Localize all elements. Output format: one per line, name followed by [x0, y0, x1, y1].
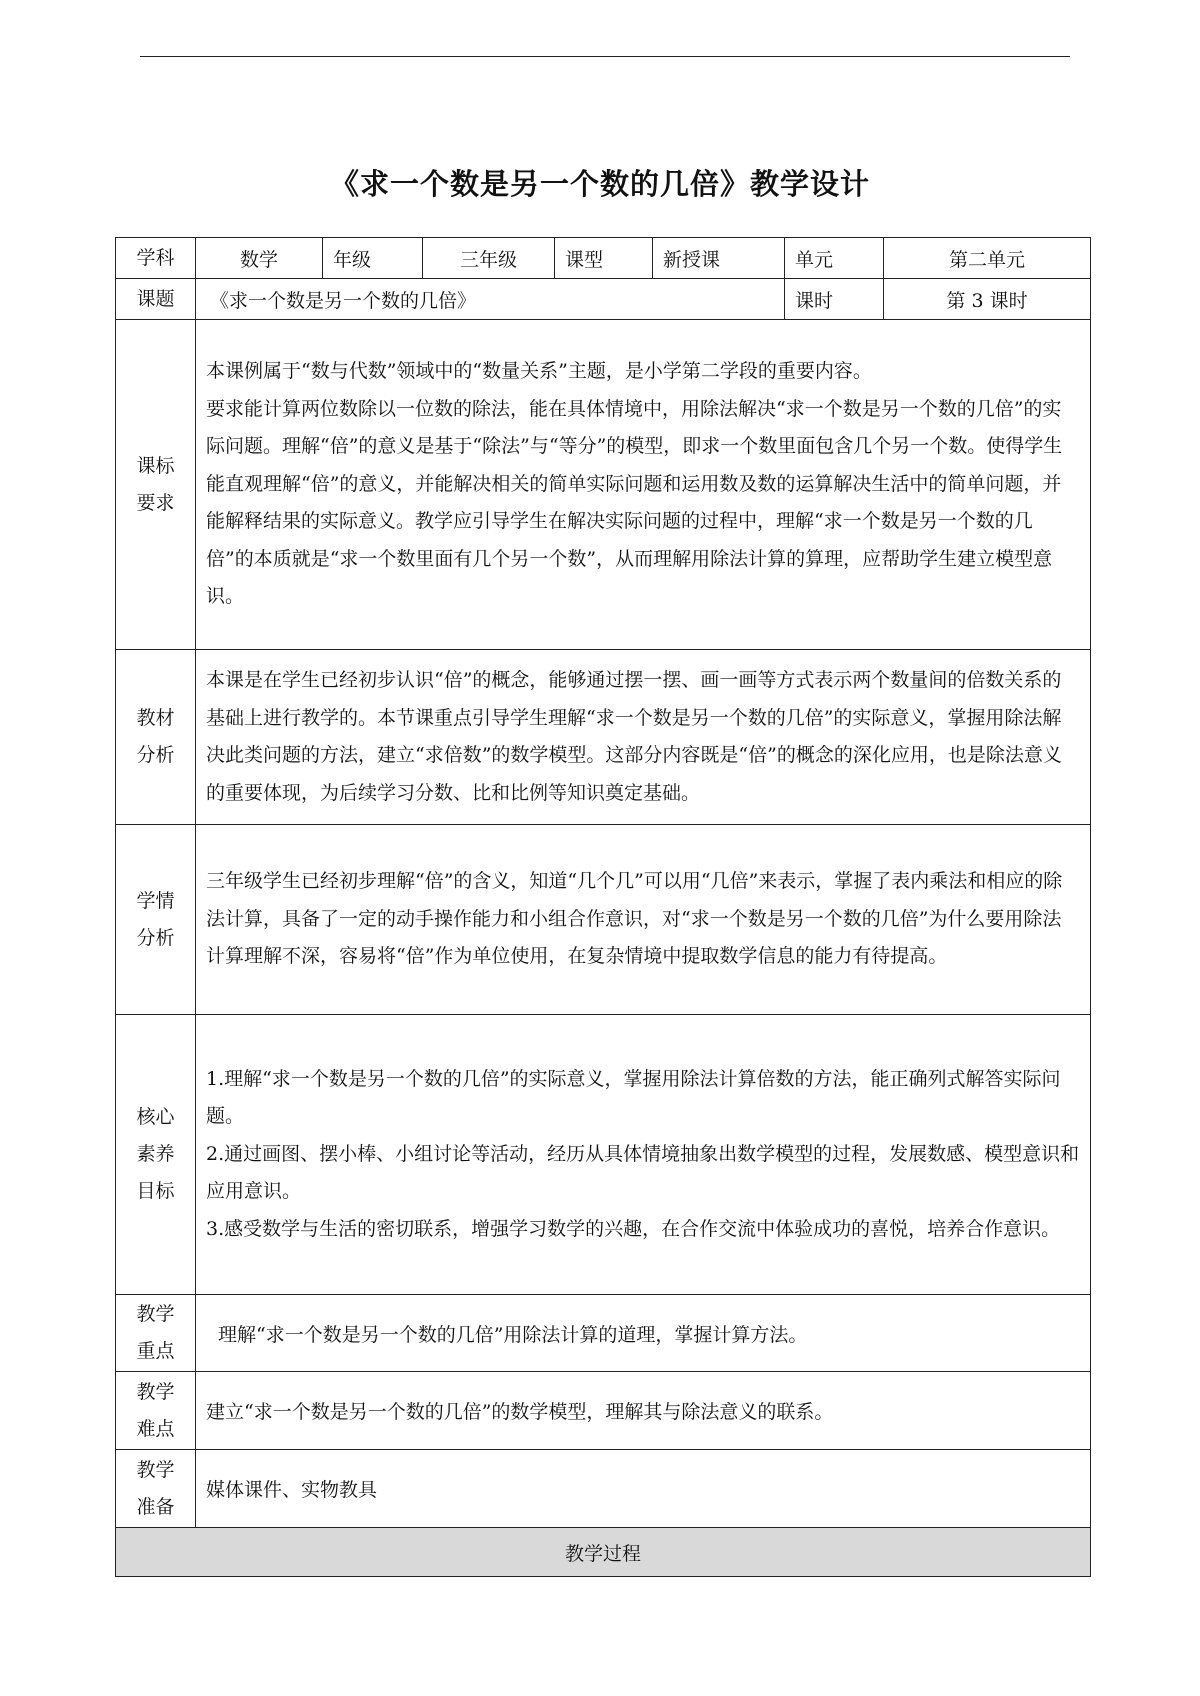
standards-paragraph-1: 本课例属于“数与代数”领域中的“数量关系”主题，是小学第二学段的重要内容。 — [206, 360, 872, 383]
grade-value: 三年级 — [423, 238, 555, 279]
goal-1: 1.理解“求一个数是另一个数的几倍”的实际意义，掌握用除法计算倍数的方法，能正确列式解答实际问题。 — [206, 1067, 1061, 1128]
unit-value: 第二单元 — [884, 238, 1091, 279]
process-heading-row — [116, 1528, 1091, 1577]
basic-info-row — [116, 238, 1091, 279]
lesson-plan-table — [115, 237, 1091, 1577]
unit-label: 单元 — [785, 238, 884, 279]
subject-label: 学科 — [116, 238, 196, 279]
material-paragraph: 本课是在学生已经初步认识“倍”的概念，能够通过摆一摆、画一画等方式表示两个数量间的倍数关系的基础上进行教学的。本节课重点引导学生理解“求一个数是另一个数的几倍”的实际意义，掌握用除法解决此类问题的方法，建立“求倍数”的数学模型。这部分内容既是“倍”的概念的深化应用，也是除法意义的重要体现，为后续学习分数、比和比例等知识奠定基础。 — [206, 669, 1062, 804]
key-point-content: 理解“求一个数是另一个数的几倍”用除法计算的道理，掌握计算方法。 — [196, 1295, 1091, 1372]
grade-label: 年级 — [323, 238, 423, 279]
preparation-row — [116, 1450, 1091, 1528]
standards-paragraph-2: 要求能计算两位数除以一位数的除法，能在具体情境中，用除法解决“求一个数是另一个数的几倍”的实际问题。理解“倍”的意义是基于“除法”与“等分”的模型，即求一个数里面包含几个另一个数。使得学生能直观理解“倍”的意义，并能解决相关的简单实际问题和运用数及数的运算解决生活中的简单问题，并能解释结果的实际意义。教学应引导学生在解决实际问题的过程中，理解“求一个数是另一个数的几倍”的本质就是“求一个数里面有几个另一个数”，从而理解用除法计算的算理，应帮助学生建立模型意识。 — [206, 397, 1063, 608]
header-rule — [140, 56, 1070, 57]
students-label: 学情 分析 — [116, 825, 196, 1015]
standards-row — [116, 320, 1091, 650]
goals-content — [196, 1015, 1091, 1295]
material-content — [196, 650, 1091, 825]
subject-value: 数学 — [196, 238, 323, 279]
type-value: 新授课 — [653, 238, 785, 279]
topic-value: 《求一个数是另一个数的几倍》 — [196, 279, 785, 320]
students-paragraph: 三年级学生已经初步理解“倍”的含义，知道“几个几”可以用“几倍”来表示，掌握了表内乘法和相应的除法计算，具备了一定的动手操作能力和小组合作意识，对“求一个数是另一个数的几倍”为什么要用除法计算理解不深，容易将“倍”作为单位使用，在复杂情境中提取数学信息的能力有待提高。 — [206, 870, 1063, 968]
students-row — [116, 825, 1091, 1015]
preparation-content: 媒体课件、实物教具 — [196, 1450, 1091, 1528]
topic-row — [116, 279, 1091, 320]
difficulty-row — [116, 1372, 1091, 1450]
key-point-label: 教学 重点 — [116, 1295, 196, 1372]
type-label: 课型 — [555, 238, 653, 279]
topic-label: 课题 — [116, 279, 196, 320]
material-label: 教材 分析 — [116, 650, 196, 825]
preparation-label: 教学 准备 — [116, 1450, 196, 1528]
process-heading: 教学过程 — [116, 1528, 1091, 1577]
students-content — [196, 825, 1091, 1015]
difficulty-label: 教学 难点 — [116, 1372, 196, 1450]
standards-content — [196, 320, 1091, 650]
goal-3: 3.感受数学与生活的密切联系，增强学习数学的兴趣，在合作交流中体验成功的喜悦，培养合作意识。 — [206, 1217, 1061, 1240]
goals-row — [116, 1015, 1091, 1295]
material-row — [116, 650, 1091, 825]
period-label: 课时 — [785, 279, 884, 320]
key-point-row — [116, 1295, 1091, 1372]
goal-2: 2.通过画图、摆小棒、小组讨论等活动，经历从具体情境抽象出数学模型的过程，发展数感、模型意识和应用意识。 — [206, 1142, 1080, 1203]
difficulty-content: 建立“求一个数是另一个数的几倍”的数学模型，理解其与除法意义的联系。 — [196, 1372, 1091, 1450]
goals-label: 核心 素养 目标 — [116, 1015, 196, 1295]
period-value: 第 3 课时 — [884, 279, 1091, 320]
standards-label: 课标 要求 — [116, 320, 196, 650]
document-title: 《求一个数是另一个数的几倍》教学设计 — [329, 167, 870, 201]
